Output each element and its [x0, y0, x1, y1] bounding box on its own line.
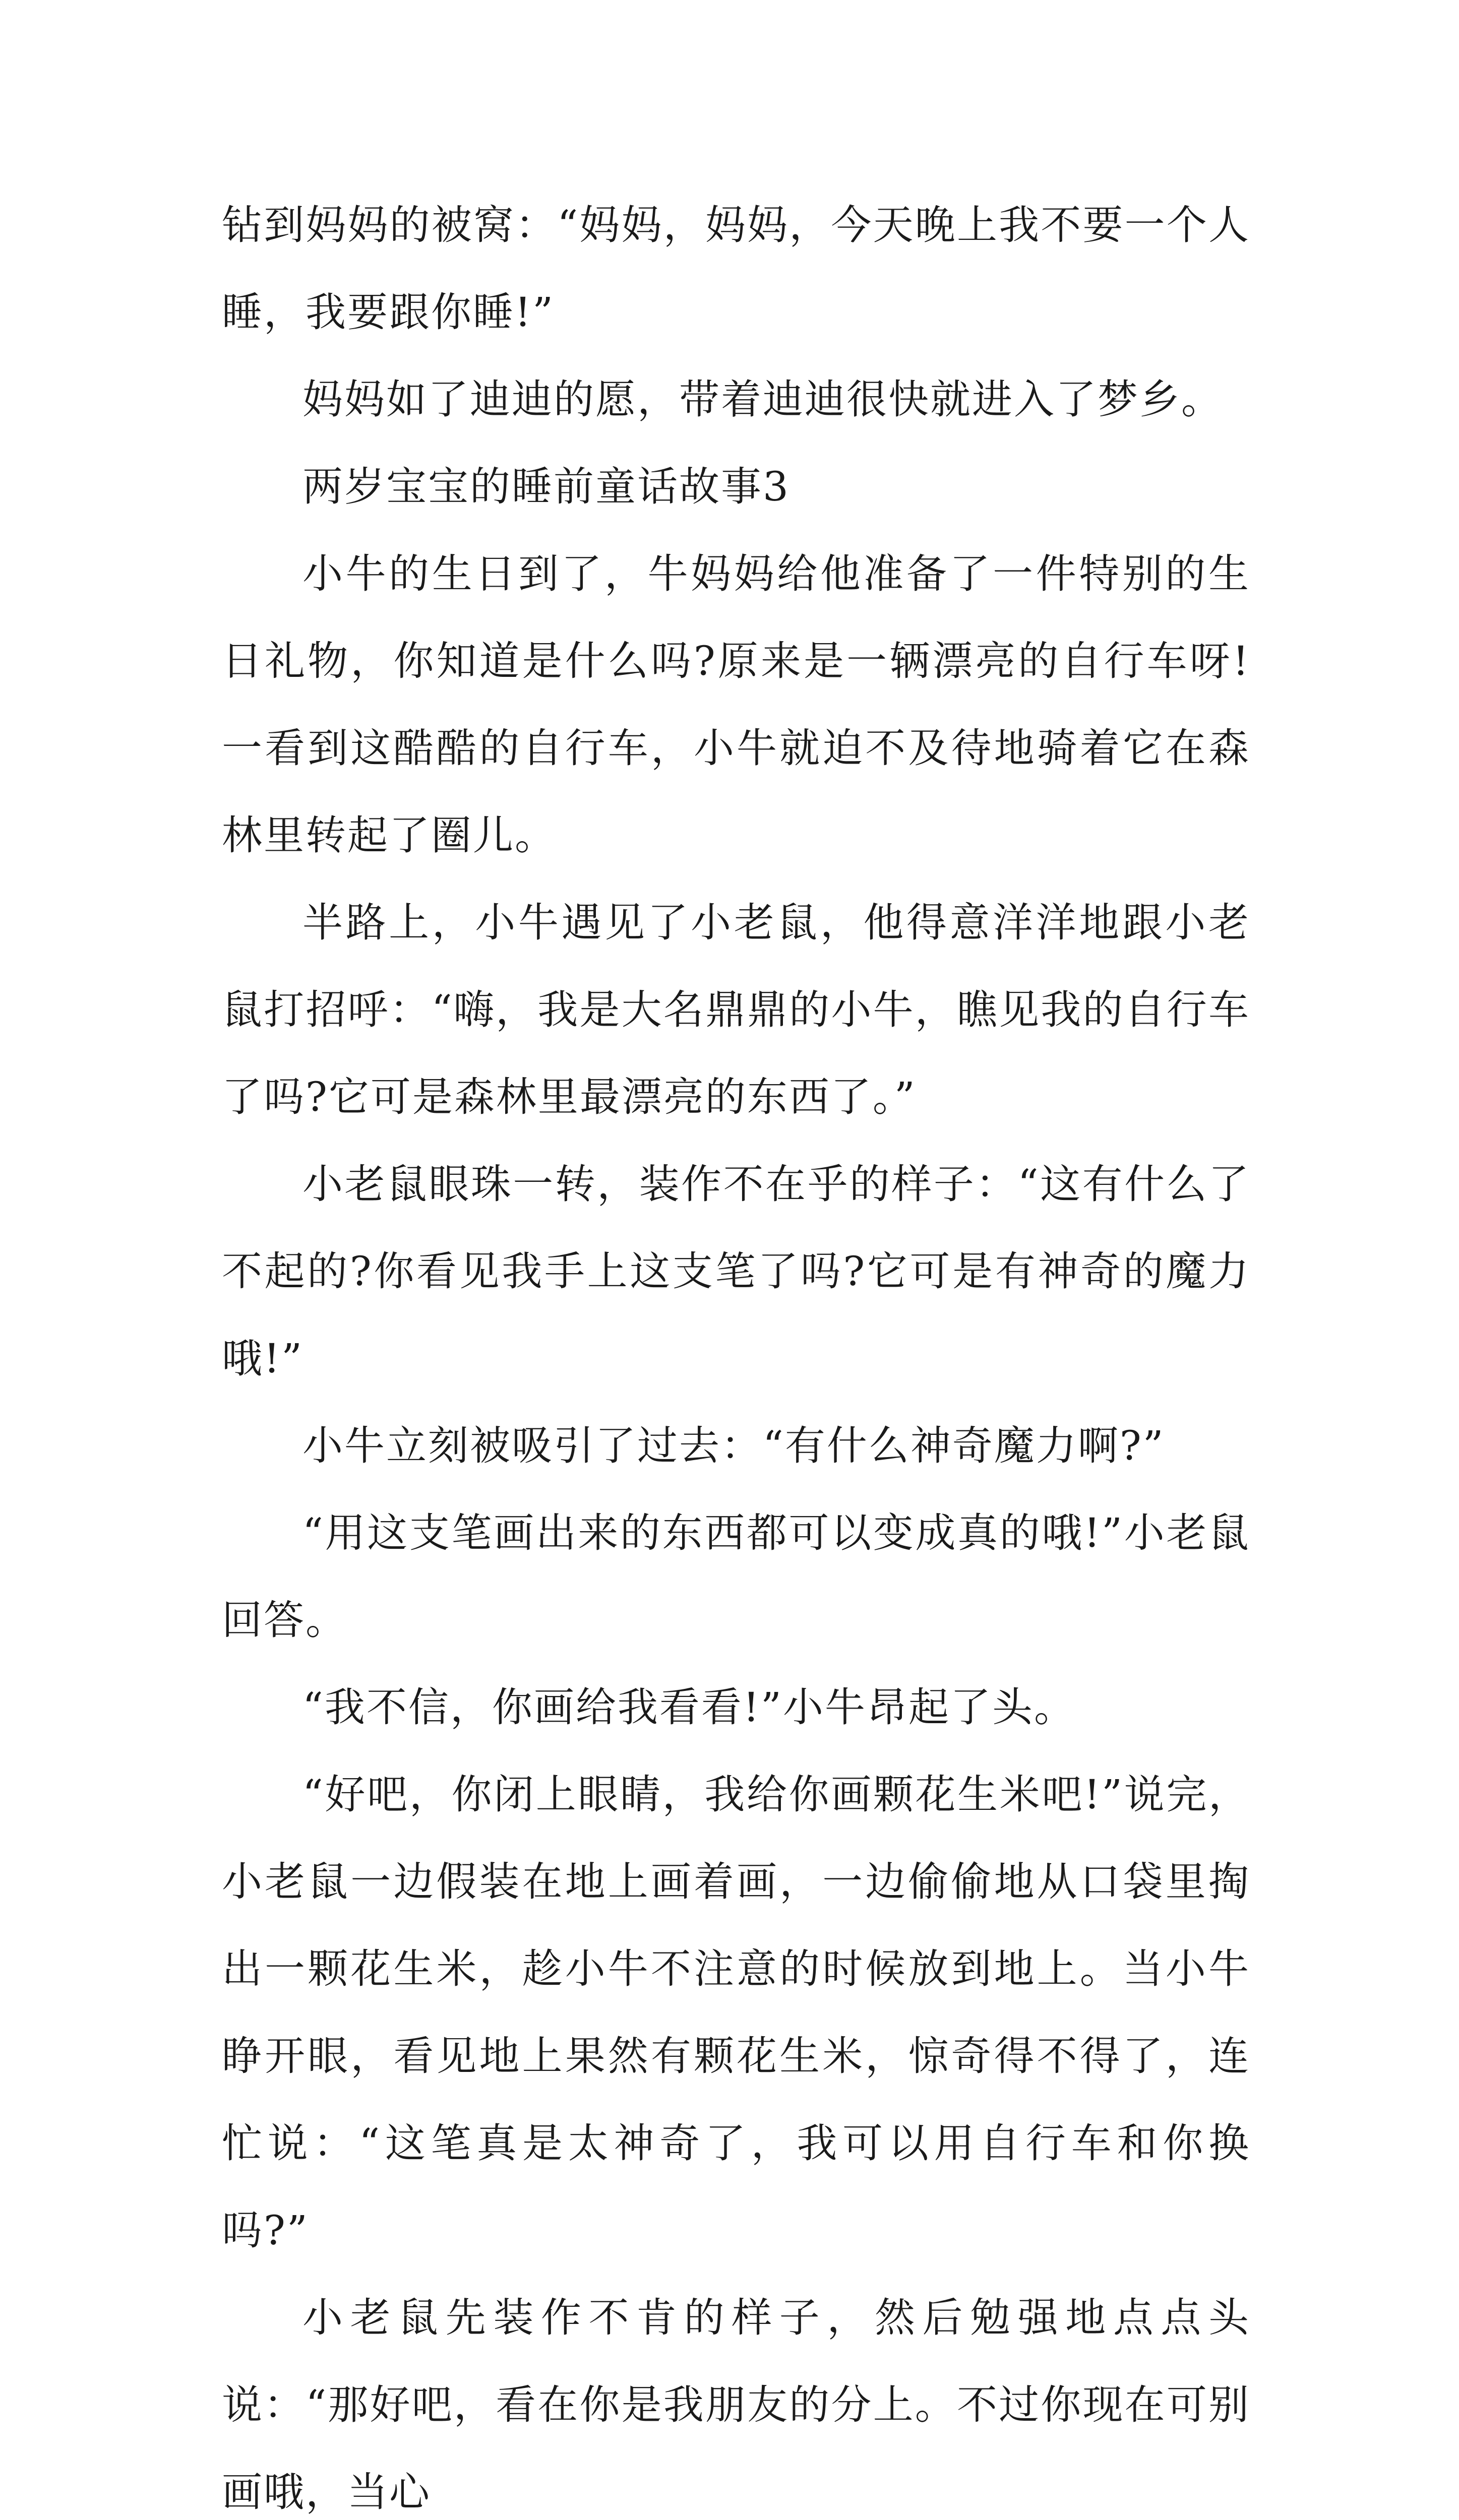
story-heading: 两岁宝宝的睡前童话故事3 — [302, 463, 790, 510]
paragraph: “我不信，你画给我看看!”小牛昂起了头。 — [302, 1684, 1076, 1731]
paragraph: “好吧，你闭上眼睛，我给你画颗花生米吧!”说完，小老鼠一边假装在地上画着画，一边偷偷地从口袋里掏出一颗花生米，趁小牛不注意的时候放到地上。当小牛睁开眼，看见地上果然有颗花生米，惊奇得不得了，连忙说：“这笔真是太神奇了，我可以用自行车和你换吗?” — [222, 1771, 1250, 2254]
paragraph: 小牛的生日到了，牛妈妈给他准备了一件特别的生日礼物，你知道是什么吗?原来是一辆漂亮的自行车呀!一看到这酷酷的自行车，小牛就迫不及待地骑着它在森林里转起了圈儿。 — [222, 550, 1250, 859]
paragraph: 妈妈如了迪迪的愿，带着迪迪很快就进入了梦乡。 — [302, 376, 1223, 423]
paragraph: 钻到妈妈的被窝：“妈妈，妈妈，今天晚上我不要一个人睡，我要跟你睡!” — [222, 202, 1250, 336]
paragraph: 半路上，小牛遇见了小老鼠，他得意洋洋地跟小老鼠打招呼：“嗨，我是大名鼎鼎的小牛，瞧见我的自行车了吗?它可是森林里最漂亮的东西了。” — [222, 899, 1250, 1120]
paragraph: “用这支笔画出来的东西都可以变成真的哦!”小老鼠回答。 — [222, 1509, 1250, 1644]
paragraph: 小老鼠眼珠一转，装作不在乎的样子：“这有什么了不起的?你看见我手上这支笔了吗?它可是有神奇的魔力哦!” — [222, 1161, 1250, 1382]
paragraph: 小牛立刻被吸引了过去：“有什么神奇魔力啊?” — [302, 1422, 1165, 1469]
paragraph: 小老鼠先装作不肯的样子，然后勉强地点点头说：“那好吧，看在你是我朋友的分上。不过你现在可别画哦，当心 — [222, 2294, 1250, 2515]
body-text — [222, 181, 1250, 2520]
